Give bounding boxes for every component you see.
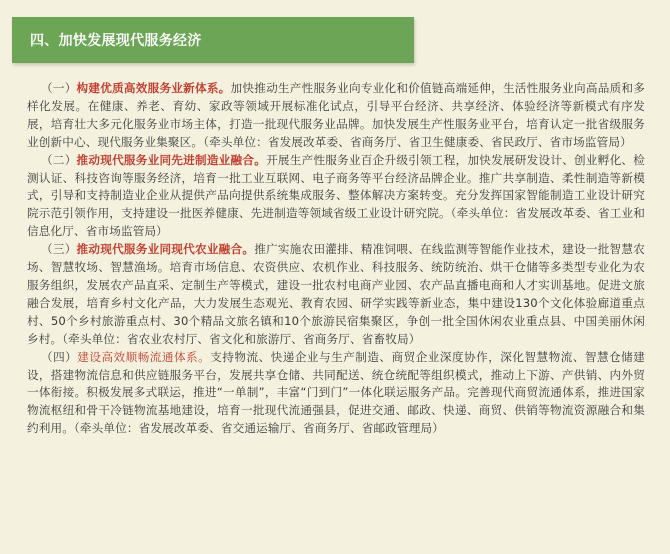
section-header-bar [12,17,414,63]
paragraph-heading: 推动现代服务业同现代农业融合。 [76,242,255,257]
paragraph-number: （三） [41,242,77,257]
paragraph-number: （一） [41,81,77,95]
paragraph-text: 加快推动生产性服务业向专业化和价值链高端延伸，生活性服务业向高品质和多样化发展。在健康、养老、育幼、家政等领域开展标准化试点，引导平台经济、共享经济、体验经济等新模式有序发展，培育壮大多元化服务业市场主体，打造一批现代服务业品牌。加快发展生产性服务业平台，培育认定一批省级服务业创新中心、现代服务业集聚区。（牵头单位：省发展改革委、省商务厅、省卫生健康委、省民政厅、省市场监管局） [27,81,645,149]
article-body [27,80,645,438]
paragraph-heading: 推动现代服务业同先进制造业融合。 [76,152,267,167]
paragraph-number: （四） [41,349,78,364]
paragraph-text: 推广实施农田灌排、精准饲喂、在线监测等智能作业技术，建设一批智慧农场、智慧牧场、智慧渔场。培育市场信息、农资供应、农机作业、科技服务、统防统治、烘干仓储等多类型专业化为农服务组织，发展农产品直采、定制生产等模式，建设一批农村电商产业园、农产品直播电商和人才实训基地。促进文旅融合发展，培育乡村文化产品，大力发展生态观光、教育农园、研学实践等新业态，集中建设130个文化体验廊道重点村、50个乡村旅游重点村、30个精品文旅名镇和10个旅游民宿集聚区，争创一批全国休闲农业重点县、中国美丽休闲乡村。（牵头单位：省农业农村厅、省文化和旅游厅、省商务厅、省畜牧局） [27,242,645,346]
paragraph-heading: 建设高效顺畅流通体系。 [77,349,211,364]
paragraph-heading: 构建优质高效服务业新体系。 [76,81,231,95]
paragraph-1 [27,80,645,152]
paragraph-2 [27,152,645,242]
paragraph-number: （二） [41,152,77,167]
paragraph-text: 开展生产性服务业百企升级引领工程，加快发展研发设计、创业孵化、检测认证、科技咨询等服务经济，培育一批工业互联网、电子商务等平台经济品牌企业。推广共享制造、柔性制造等新模式，引导和支持制造业企业从提供产品向提供系统集成服务、整体解决方案转变。充分发挥国家智能制造工业设计研究院示范引领作用，支持建设一批医养健康、先进制造等领域省级工业设计研究院。（牵头单位：省发展改革委、省工业和信息化厅、省市场监管局） [27,152,646,239]
paragraph-4 [27,349,645,439]
paragraph-3 [27,241,645,348]
paragraph-text: 支持物流、快递企业与生产制造、商贸企业深度协作，深化智慧物流、智慧仓储建设，搭建物流信息和供应链服务平台，发展共享仓储、共同配送、统仓统配等组织模式，推动上下游、产供销、内外贸一体衔接。积极发展多式联运，推进“一单制”，丰富“门到门”一体化联运服务产品。完善现代商贸流通体系，推进国家物流枢纽和骨干冷链物流基地建设，培育一批现代流通强县，促进交通、邮政、快递、商贸、供销等物流资源融合和集约利用。（牵头单位：省发展改革委、省交通运输厅、省商务厅、省邮政管理局） [27,349,645,436]
section-title: 四、加快发展现代服务经济 [30,33,202,49]
